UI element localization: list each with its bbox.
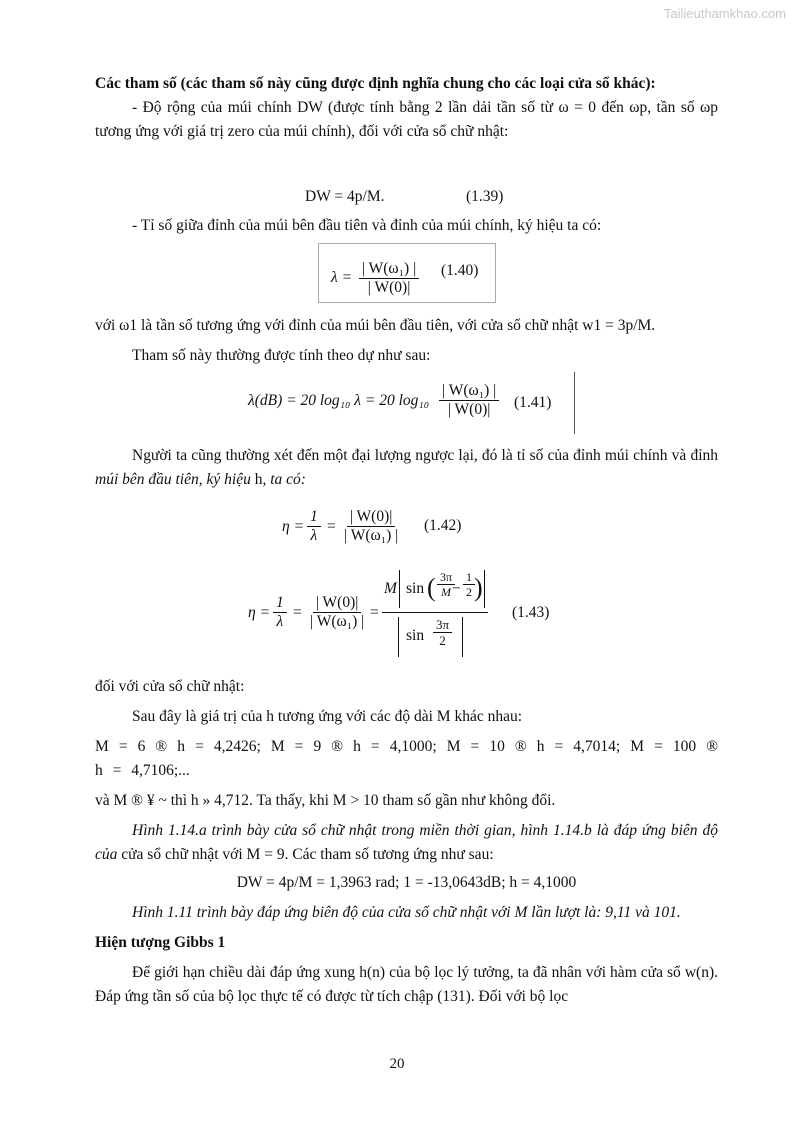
equation-1-39: [305, 188, 504, 206]
equation-1-43: [248, 566, 568, 666]
equation-1-43-number: (1.43): [512, 604, 550, 621]
equation-1-41-denominator: | W(0)|: [447, 401, 491, 418]
section-heading-gibbs: Hiện tượng Gibbs 1: [95, 934, 226, 951]
equation-1-43-big-fraction: M sin ( $\frac{3\pi}{M}$ − $\frac{1}{2}$ ) sin $\frac{3\pi}{2}$: [382, 566, 488, 659]
paragraph-figure-1-11: Hình 1.11 trình bày đáp ứng biên độ của cửa sổ chữ nhật với M lần lượt là: 9,11 và 101.: [132, 904, 681, 921]
equation-1-43-f1-den: λ: [276, 613, 284, 630]
equation-1-43-equals-2: =: [370, 604, 379, 621]
equation-1-42-f1-num: 1: [307, 508, 321, 527]
paragraph-inverse: [95, 444, 718, 492]
equation-1-43-half-num: 1: [463, 570, 475, 585]
equation-1-43-equals-1: =: [293, 604, 302, 621]
equation-1-43-numerator: | W(0)|: [313, 594, 362, 613]
paragraph-omega1-text: với ω1 là tần số tương ứng với đỉnh của múi bên đầu tiên, với cửa sổ chữ nhật w1 = 3p/M.: [95, 317, 656, 334]
equation-1-42-lhs: η =: [282, 518, 305, 535]
paragraph-values: M = 6 ® h = 4,2426; M = 9 ® h = 4,1000; M = 10 ® h = 4,7014; M = 100 ® h = 4,7106;...: [95, 738, 718, 779]
equation-1-41: [248, 380, 588, 424]
equation-1-43-f1-num: 1: [273, 594, 287, 613]
equation-1-42-denominator: | W(ω₁) |: [344, 527, 399, 544]
paragraph-figure-ref-italic: Hình 1.14.a trình bày cửa sổ chữ nhật trong miền thời gian, hình 1.14.b là đáp ứng biên độ của: [95, 822, 718, 863]
equation-1-40: [318, 243, 496, 303]
paragraph-inverse-italic: múi bên đầu tiên, ký hiệu: [95, 471, 255, 488]
page-number: 20: [389, 1056, 405, 1072]
paragraph-limit: và M ® ¥ ~ thì h » 4,712. Ta thấy, khi M > 10 tham số gần như không đổi.: [95, 792, 556, 809]
equation-1-43-big-sin: sin: [406, 580, 425, 597]
equation-1-41-number: (1.41): [514, 394, 552, 411]
paragraph-figure-ref-text: cửa sổ chữ nhật với M = 9. Các tham số tương ứng như sau:: [121, 846, 494, 863]
paragraph-gibbs: Để giới hạn chiều dài đáp ứng xung h(n) của bộ lọc lý tưởng, ta đã nhân với hàm cửa sổ w(n). Đáp ứng tần số của bộ lọc thực tế có được từ tích chập (131). Đối với bộ lọc: [95, 964, 718, 1005]
equation-1-40-number: (1.40): [441, 262, 479, 279]
equation-1-42-number: (1.42): [424, 517, 462, 534]
equation-1-42-equals: =: [327, 518, 336, 535]
equation-1-42: [282, 506, 482, 550]
equation-1-39-number: (1.39): [466, 188, 504, 205]
equation-1-42-numerator: | W(0)|: [347, 508, 396, 527]
equation-1-42-f1-den: λ: [310, 527, 318, 544]
equation-1-43-den-sin: sin: [406, 627, 425, 644]
paragraph-inverse-symbol: h: [254, 471, 263, 488]
paragraph-omega1: [95, 314, 718, 368]
equation-1-43-angle-num: 3π: [437, 570, 455, 585]
paragraph-ratio: [95, 214, 718, 238]
equation-1-43-half-den: 2: [466, 585, 472, 599]
equation-1-41-lhs: λ(dB) = 20 log₁₀ λ = 20 log₁₀: [248, 392, 430, 409]
equation-1-39-body: DW = 4p/M.: [305, 188, 385, 205]
page-content: [95, 72, 718, 144]
equation-1-41-numerator: | W(ω₁) |: [439, 382, 499, 401]
paragraph-values-intro: Sau đây là giá trị của h tương ứng với các độ dài M khác nhau:: [132, 708, 523, 725]
body-continued: [95, 675, 718, 1009]
paragraph-inverse-text: Người ta cũng thường xét đến một đại lượng ngược lại, đó là tỉ số của đỉnh múi chính và đỉnh: [132, 447, 718, 464]
equation-1-43-lhs: η =: [248, 604, 271, 621]
equation-1-40-lhs: λ =: [331, 269, 353, 287]
paragraph-main-lobe-width: - Độ rộng của múi chính DW (được tính bằng 2 lần dải tần số từ ω = 0 đến ωp, tần số ωp tương ứng với giá trị zero của múi chính), đối với cửa sổ chữ nhật:: [95, 99, 718, 140]
equation-1-43-den-num: 3π: [433, 617, 452, 633]
paragraph-db-intro: Tham số này thường được tính theo dự như sau:: [132, 347, 431, 364]
equation-1-43-denominator: | W(ω₁) |: [310, 613, 365, 630]
section-heading-parameters: Các tham số (các tham số này cũng được định nghĩa chung cho các loại cửa sổ khác):: [95, 75, 656, 92]
equation-1-43-angle-den: M: [441, 585, 452, 599]
equation-1-43-big-m: M: [384, 580, 397, 597]
equation-1-43-den-den: 2: [439, 633, 446, 648]
paragraph-ratio-text: - Tỉ số giữa đỉnh của múi bên đầu tiên và đỉnh của múi chính, ký hiệu ta có:: [132, 217, 602, 234]
equation-1-40-numerator: | W(ω₁) |: [359, 260, 419, 279]
paragraph-parameters-values: DW = 4p/M = 1,3963 rad; 1 = -13,0643dB; h = 4,1000: [236, 874, 577, 891]
paragraph-inverse-tail: , ta có:: [262, 471, 306, 488]
equation-1-40-denominator: | W(0)|: [367, 279, 411, 296]
paragraph-for-rectangular: đối với cửa sổ chữ nhật:: [95, 678, 245, 695]
watermark: Tailieuthamkhao.com: [663, 6, 786, 21]
equation-1-41-border: [574, 372, 575, 434]
